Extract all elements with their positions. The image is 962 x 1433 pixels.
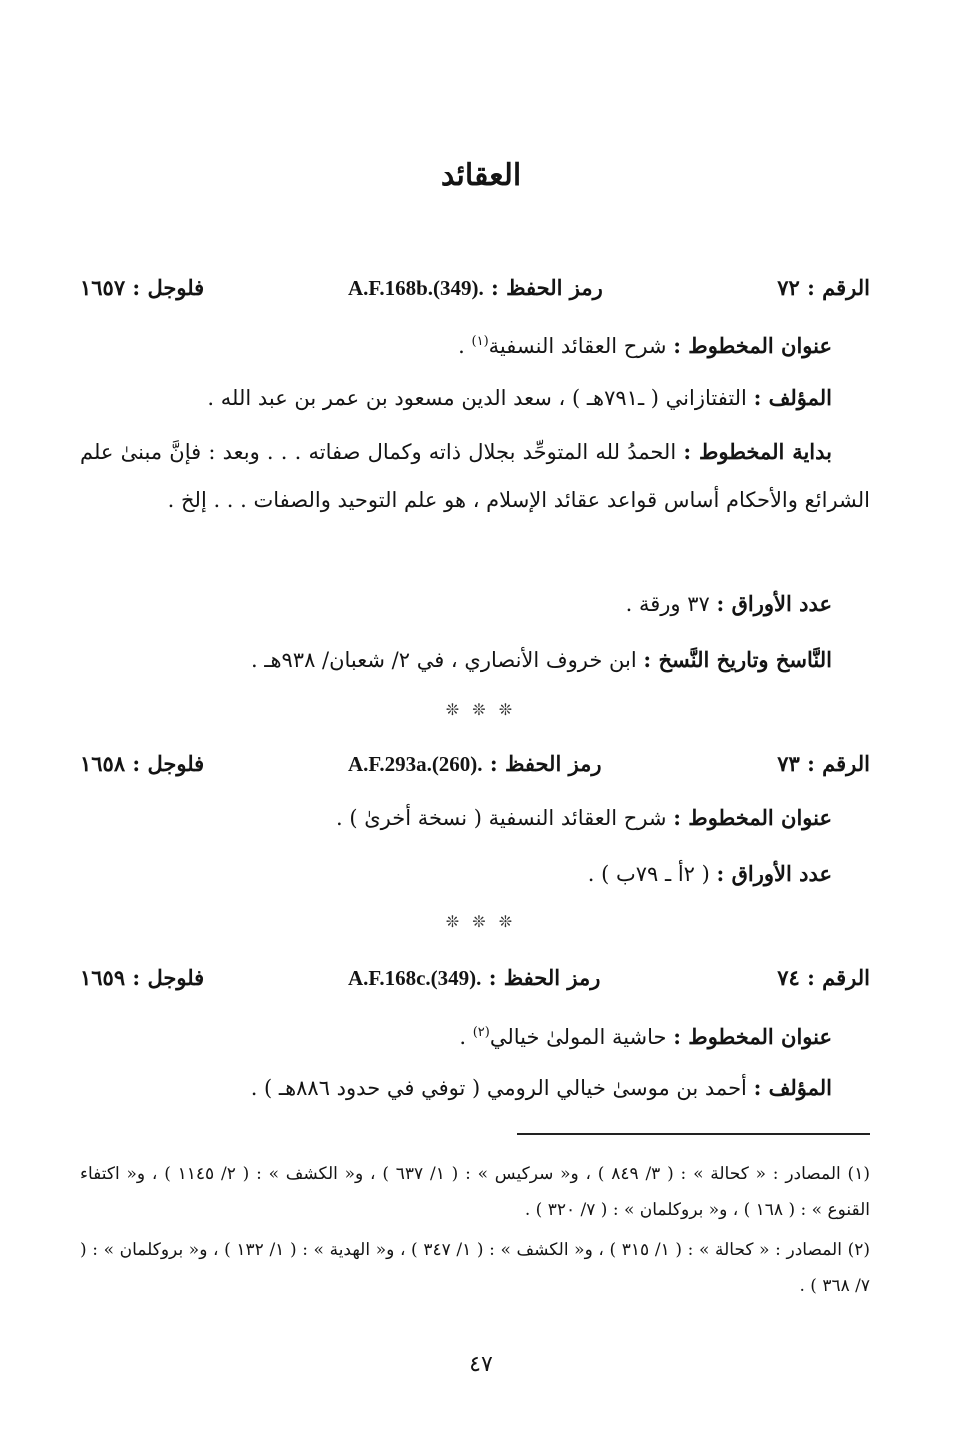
section-separator: ❊ ❊ ❊ [445, 700, 517, 719]
shelfmark [348, 958, 600, 998]
entry-number: الرقم : ٧٣ [777, 751, 870, 776]
field-value: الحمدُ لله المتوحِّد بجلال ذاته وكمال صفاته . . . وبعد : فإنَّ مبنىٰ علم الشرائع والأحكام أساس قواعد عقائد الإسلام ، هو علم التوحيد والصفات . . . إلخ . [80, 440, 870, 512]
shelfmark-code: A.F.168b.(349). [348, 276, 484, 300]
author [207, 378, 832, 418]
punct: . [458, 334, 472, 358]
footnote: (٢) المصادر : « كحالة » : ( ١/ ٣١٥ ) ، و« الكشف » : ( ١/ ٣٤٧ ) ، و« الهدية » : ( ١/ ١٣٢ ) ، و« بروكلمان » : ( ٧/ ٣٦٨ ) . [80, 1240, 870, 1296]
field-value: شرح العقائد النسفية [488, 334, 667, 358]
field-label: المؤلف : [753, 385, 832, 410]
shelfmark-label: رمز الحفظ : [489, 751, 602, 776]
author [251, 1068, 832, 1108]
field-label: بداية المخطوط : [683, 439, 832, 464]
shelfmark-code: A.F.293a.(260). [348, 752, 483, 776]
field-value: ( ٢أ ـ ٧٩ب ) . [587, 862, 710, 886]
flugel-number: فلوجل : ١٦٥٩ [80, 965, 205, 990]
field-label: النَّاسخ وتاريخ النَّسخ : [643, 647, 832, 672]
entry-header [0, 744, 962, 784]
footnote: (١) المصادر : « كحالة » : ( ٣/ ٨٤٩ ) ، و« سركيس » : ( ١/ ٦٣٧ ) ، و« الكشف » : ( ٢/ ١١٤٥ ) ، و« اكتفاء القنوع » : ( ١٦٨ ) ، و« بروكلمان » : ( ٧/ ٣٢٠ ) . [80, 1164, 870, 1220]
footnote-ref: (٢) [472, 1025, 490, 1040]
shelfmark-label: رمز الحفظ : [488, 965, 601, 990]
footnote-rule [517, 1133, 870, 1135]
folio-count [588, 854, 832, 894]
manuscript-title [459, 1013, 832, 1053]
flugel-number: فلوجل : ١٦٥٧ [80, 275, 205, 300]
copyist [251, 640, 832, 680]
page-title: العقائد [440, 158, 522, 193]
page-number: ٤٧ [469, 1352, 493, 1377]
field-value: حاشية المولىٰ خيالي [489, 1025, 667, 1049]
punct: . [459, 1025, 473, 1049]
entry-number: الرقم : ٧٤ [777, 965, 870, 990]
shelfmark [348, 268, 603, 308]
entry-header [0, 958, 962, 998]
manuscript-title [336, 798, 832, 838]
field-label: عنوان المخطوط : [673, 1024, 832, 1049]
entry-number: الرقم : ٧٢ [777, 275, 870, 300]
flugel-number: فلوجل : ١٦٥٨ [80, 751, 205, 776]
field-label: عدد الأوراق : [716, 591, 832, 616]
shelfmark-code: A.F.168c.(349). [348, 966, 482, 990]
field-value: ٣٧ ورقة . [625, 592, 710, 616]
field-value: شرح العقائد النسفية ( نسخة أخرىٰ ) . [335, 806, 667, 830]
field-label: عنوان المخطوط : [673, 805, 832, 830]
shelfmark-label: رمز الحفظ : [491, 275, 603, 300]
footnote-ref: (١) [471, 334, 489, 349]
field-label: المؤلف : [753, 1075, 832, 1100]
entry-header [0, 268, 962, 308]
shelfmark [348, 744, 602, 784]
folio-count [626, 584, 832, 624]
field-value: التفتازاني ( ـ٧٩١هـ ) ، سعد الدين مسعود بن عمر بن عبد الله . [207, 386, 747, 410]
field-value: ابن خروف الأنصاري ، في ٢/ شعبان/ ٩٣٨هـ . [250, 648, 637, 672]
field-label: عنوان المخطوط : [673, 333, 832, 358]
field-value: أحمد بن موسىٰ خيالي الرومي ( توفي في حدود ٨٨٦هـ ) . [250, 1076, 747, 1100]
manuscript-title [458, 322, 832, 362]
manuscript-beginning [80, 428, 870, 524]
field-label: عدد الأوراق : [716, 861, 832, 886]
section-separator: ❊ ❊ ❊ [445, 912, 517, 931]
